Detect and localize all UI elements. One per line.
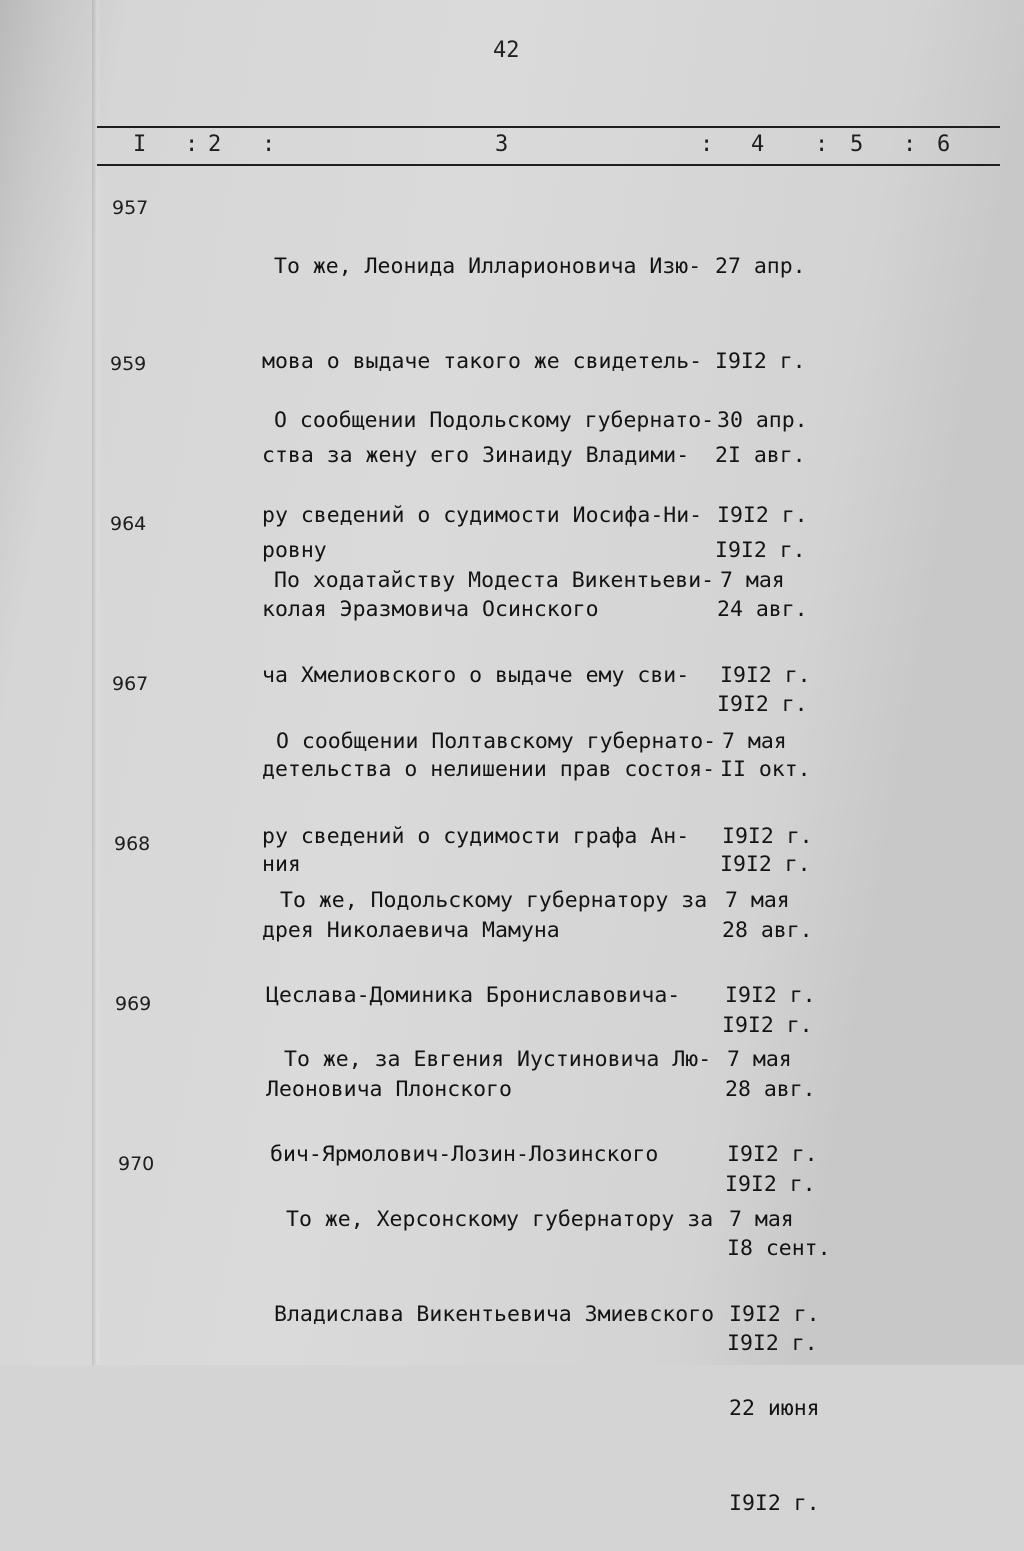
date-line: I9I2 г. bbox=[722, 823, 813, 849]
date-line: I9I2 г. bbox=[720, 662, 811, 688]
entry-description bbox=[262, 1141, 722, 1362]
column-separator: : bbox=[185, 132, 199, 157]
description-line: То же, Подольскому губернатору за bbox=[280, 888, 708, 913]
date-line: I9I2 г. bbox=[725, 1171, 816, 1197]
date-line: I9I2 г. bbox=[720, 851, 811, 877]
date-line: 27 апр. bbox=[715, 254, 806, 279]
date-line: 24 авг. bbox=[717, 597, 808, 622]
description-line: детельства о нелишении прав состоя- bbox=[262, 757, 716, 782]
entry-number: 964 bbox=[110, 513, 147, 535]
column-header-2: 2 bbox=[208, 132, 222, 157]
description-line: То же, за Евгения Иустиновича Лю- bbox=[284, 1047, 712, 1072]
column-separator: : bbox=[903, 132, 917, 157]
date-line: I9I2 г. bbox=[727, 1141, 818, 1167]
date-line: 7 мая bbox=[729, 1207, 794, 1232]
column-header-3: 3 bbox=[495, 132, 509, 157]
entry-number: 959 bbox=[110, 353, 147, 375]
column-header-6: 6 bbox=[937, 132, 951, 157]
column-header-5: 5 bbox=[850, 132, 864, 157]
description-line: дрея Николаевича Мамуна bbox=[262, 918, 560, 943]
column-header-4: 4 bbox=[751, 132, 765, 157]
date-line: I9I2 г. bbox=[729, 1301, 820, 1327]
column-separator: : bbox=[700, 132, 714, 157]
date-line: I9I2 г. bbox=[722, 1012, 813, 1038]
date-line: I8 сент. bbox=[727, 1236, 831, 1261]
entry-number: 969 bbox=[115, 993, 152, 1015]
date-line: 30 апр. bbox=[717, 408, 808, 433]
description-line: По ходатайству Модеста Викентьеви- bbox=[274, 568, 715, 593]
date-line: 7 мая bbox=[720, 568, 785, 593]
description-line: бич-Ярмолович-Лозин-Лозинского bbox=[270, 1141, 659, 1167]
entry-number: 970 bbox=[118, 1153, 155, 1175]
description-line: То же, Леонида Илларионовича Изю- bbox=[274, 254, 702, 279]
description-line: Владислава Викентьевича Змиевского bbox=[274, 1301, 715, 1327]
date-line: 28 авг. bbox=[725, 1077, 816, 1102]
date-line: 7 мая bbox=[725, 888, 790, 913]
date-line: I9I2 г. bbox=[717, 502, 808, 528]
description-line: колая Эразмовича Осинского bbox=[262, 597, 599, 622]
entry-number: 968 bbox=[114, 833, 151, 855]
date-line: 22 июня bbox=[729, 1396, 820, 1421]
date-line: I9I2 г. bbox=[727, 1330, 818, 1356]
header-rule-bottom bbox=[97, 164, 1000, 166]
date-line: I9I2 г. bbox=[715, 537, 806, 563]
entry-number: 967 bbox=[112, 673, 149, 695]
column-separator: : bbox=[262, 132, 276, 157]
column-header-1: I bbox=[133, 132, 147, 157]
description-line: О сообщении Полтавскому губернато- bbox=[276, 729, 717, 754]
column-separator: : bbox=[815, 132, 829, 157]
header-rule-top bbox=[97, 126, 1000, 128]
date-line: 28 авг. bbox=[722, 918, 813, 943]
description-line: То же, Херсонскому губернатору за bbox=[286, 1207, 714, 1232]
date-line: 2I авг. bbox=[715, 443, 806, 468]
binding-fold bbox=[92, 0, 102, 1365]
date-line: 7 мая bbox=[727, 1047, 792, 1072]
description-line: ру сведений о судимости Иосифа-Ни- bbox=[262, 502, 703, 528]
description-line: ру сведений о судимости графа Ан- bbox=[262, 823, 690, 849]
entry-number: 957 bbox=[112, 197, 149, 219]
date-line: II окт. bbox=[720, 757, 811, 782]
description-line: ча Хмелиовского о выдаче ему сви- bbox=[262, 662, 690, 688]
date-line: I9I2 г. bbox=[729, 1490, 820, 1516]
date-line: 7 мая bbox=[722, 729, 787, 754]
description-line: ства за жену его Зинаиду Владими- bbox=[262, 443, 690, 468]
date-line: I9I2 г. bbox=[715, 348, 806, 374]
description-line: ния bbox=[262, 851, 301, 877]
description-line: О сообщении Подольскому губернато- bbox=[274, 408, 715, 433]
description-line: Леоновича Плонского bbox=[266, 1077, 512, 1102]
date-line: I9I2 г. bbox=[717, 691, 808, 717]
entry-dates bbox=[729, 1141, 849, 1551]
date-line: I9I2 г. bbox=[725, 982, 816, 1008]
description-line: мова о выдаче такого же свидетель- bbox=[262, 348, 703, 374]
description-line: ровну bbox=[262, 537, 327, 563]
page-number: 42 bbox=[493, 38, 520, 63]
description-line: Цеслава-Доминика Брониславовича- bbox=[266, 982, 681, 1008]
